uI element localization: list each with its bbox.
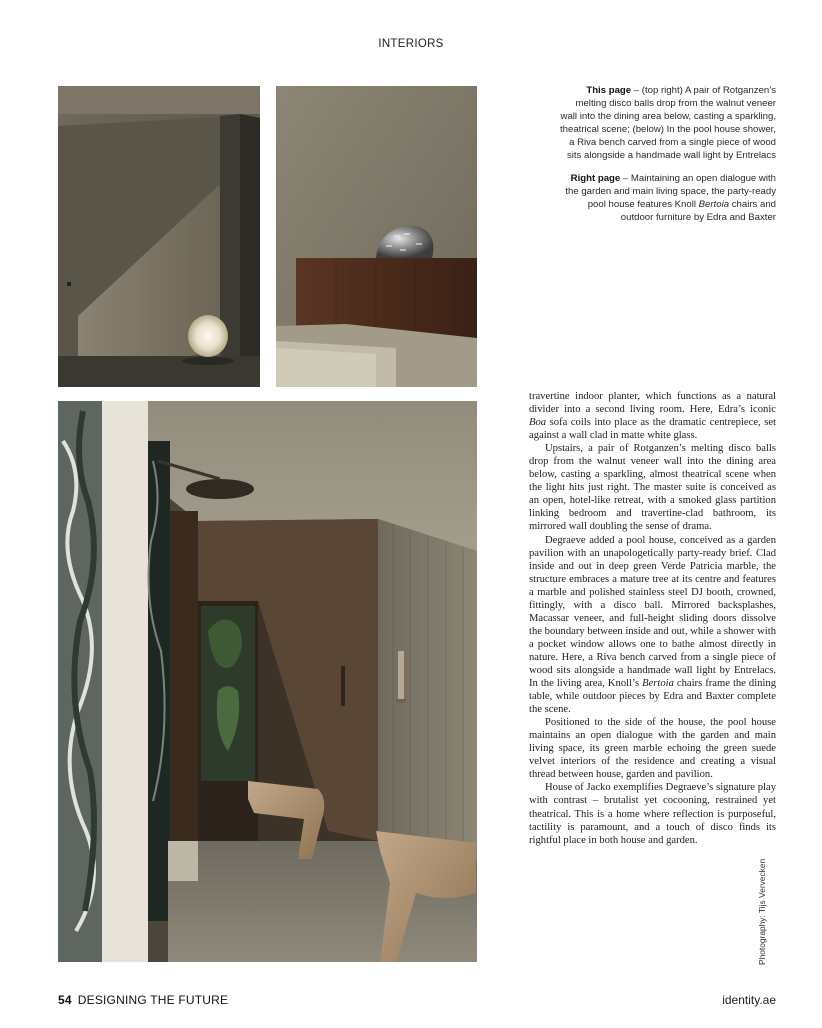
p1-emphasis: Boa: [529, 417, 547, 429]
p1-text-b: sofa coils into place as the dramatic centrepiece, set against a wall clad in matte white glass.: [529, 417, 776, 442]
disco-ball-photo: [276, 86, 477, 387]
p3-text-b: chairs frame the dining table, while outdoor pieces by Edra and Baxter complete the scene.: [529, 678, 776, 716]
caption-this-page: [560, 84, 776, 162]
article-paragraph-1: [529, 390, 776, 442]
caption-right-page-em: Bertoia: [698, 199, 730, 210]
caption-right-page-label: Right page: [570, 173, 621, 184]
caption-right-page-text-a: – Maintaining an open dialogue with the garden and main living space, the party-ready pool house features Knoll: [565, 173, 776, 210]
page-number: 54: [58, 993, 72, 1007]
caption-right-page: [560, 172, 776, 224]
section-label: INTERIORS: [378, 38, 444, 50]
photo-credit: Photography: Tijs Vervecken: [757, 858, 767, 965]
pool-house-shower-photo: [58, 401, 477, 962]
p1-text-a: travertine indoor planter, which functions as a natural divider into a second living room. Here, Edra’s iconic: [529, 391, 776, 416]
caption-right-page-text-b: chairs and outdoor furniture by Edra and Baxter: [620, 199, 776, 223]
article-paragraph-3: [529, 534, 776, 717]
website-link[interactable]: identity.ae: [722, 993, 776, 1007]
magazine-section: DESIGNING THE FUTURE: [77, 993, 229, 1007]
caption-this-page-text: – (top right) A pair of Rotganzen’s melting disco balls drop from the walnut veneer wall into the dining area below, casting a sparkling, theatrical scene; (below) In the pool house shower, a Riva bench carved from a single piece of wood sits alongside a handmade wall light by Entrelacs: [560, 85, 776, 161]
photo-captions: [560, 84, 776, 234]
article-paragraph-5: House of Jacko exemplifies Degraeve’s signature play with contrast – brutalist yet cocooning, restrained yet theatrical. This is a home where reflection is purposeful, tactility is paramount, and a touch of disco finds its rightful place in both house and garden.: [529, 782, 776, 846]
p3-text-a: Degraeve added a pool house, conceived as a garden pavilion with an unapologetically party-ready brief. Clad inside and out in deep green Verde Patricia marble, the structure embraces a mature tree at its centre and features a marble and polished stainless steel DJ booth, crowned, fittingly, with a disco ball. Mirrored backsplashes, Macassar veneer, and full-height sliding doors dissolve the boundary between inside and out, while a shower with a pocket window allows one to bathe almost directly in nature. Here, a Riva bench carved from a single piece of wood sits alongside a handmade wall light by Entrelacs. In the living area, Knoll’s: [529, 534, 776, 690]
p3-emphasis: Bertoia: [642, 678, 674, 690]
staircase-photo: [58, 86, 260, 387]
caption-this-page-label: This page: [586, 85, 632, 96]
article-body: [529, 390, 776, 847]
article-paragraph-2: Upstairs, a pair of Rotganzen’s melting disco balls drop from the walnut veneer wall into the dining area below, casting a sparkling, almost theatrical scene when the light hits just right. The master suite is conceived as an open, hotel-like retreat, with a smoked glass partition linking bedroom and travertine-clad bathroom, its mirrored wall doubling the sense of drama.: [529, 443, 776, 533]
article-paragraph-4: Positioned to the side of the house, the pool house maintains an open dialogue with the garden and main living space, its green marble echoing the green suede velvet interiors of the residence and creating a visual thread between house, garden and pavilion.: [529, 717, 776, 781]
footer-left: [58, 993, 228, 1007]
